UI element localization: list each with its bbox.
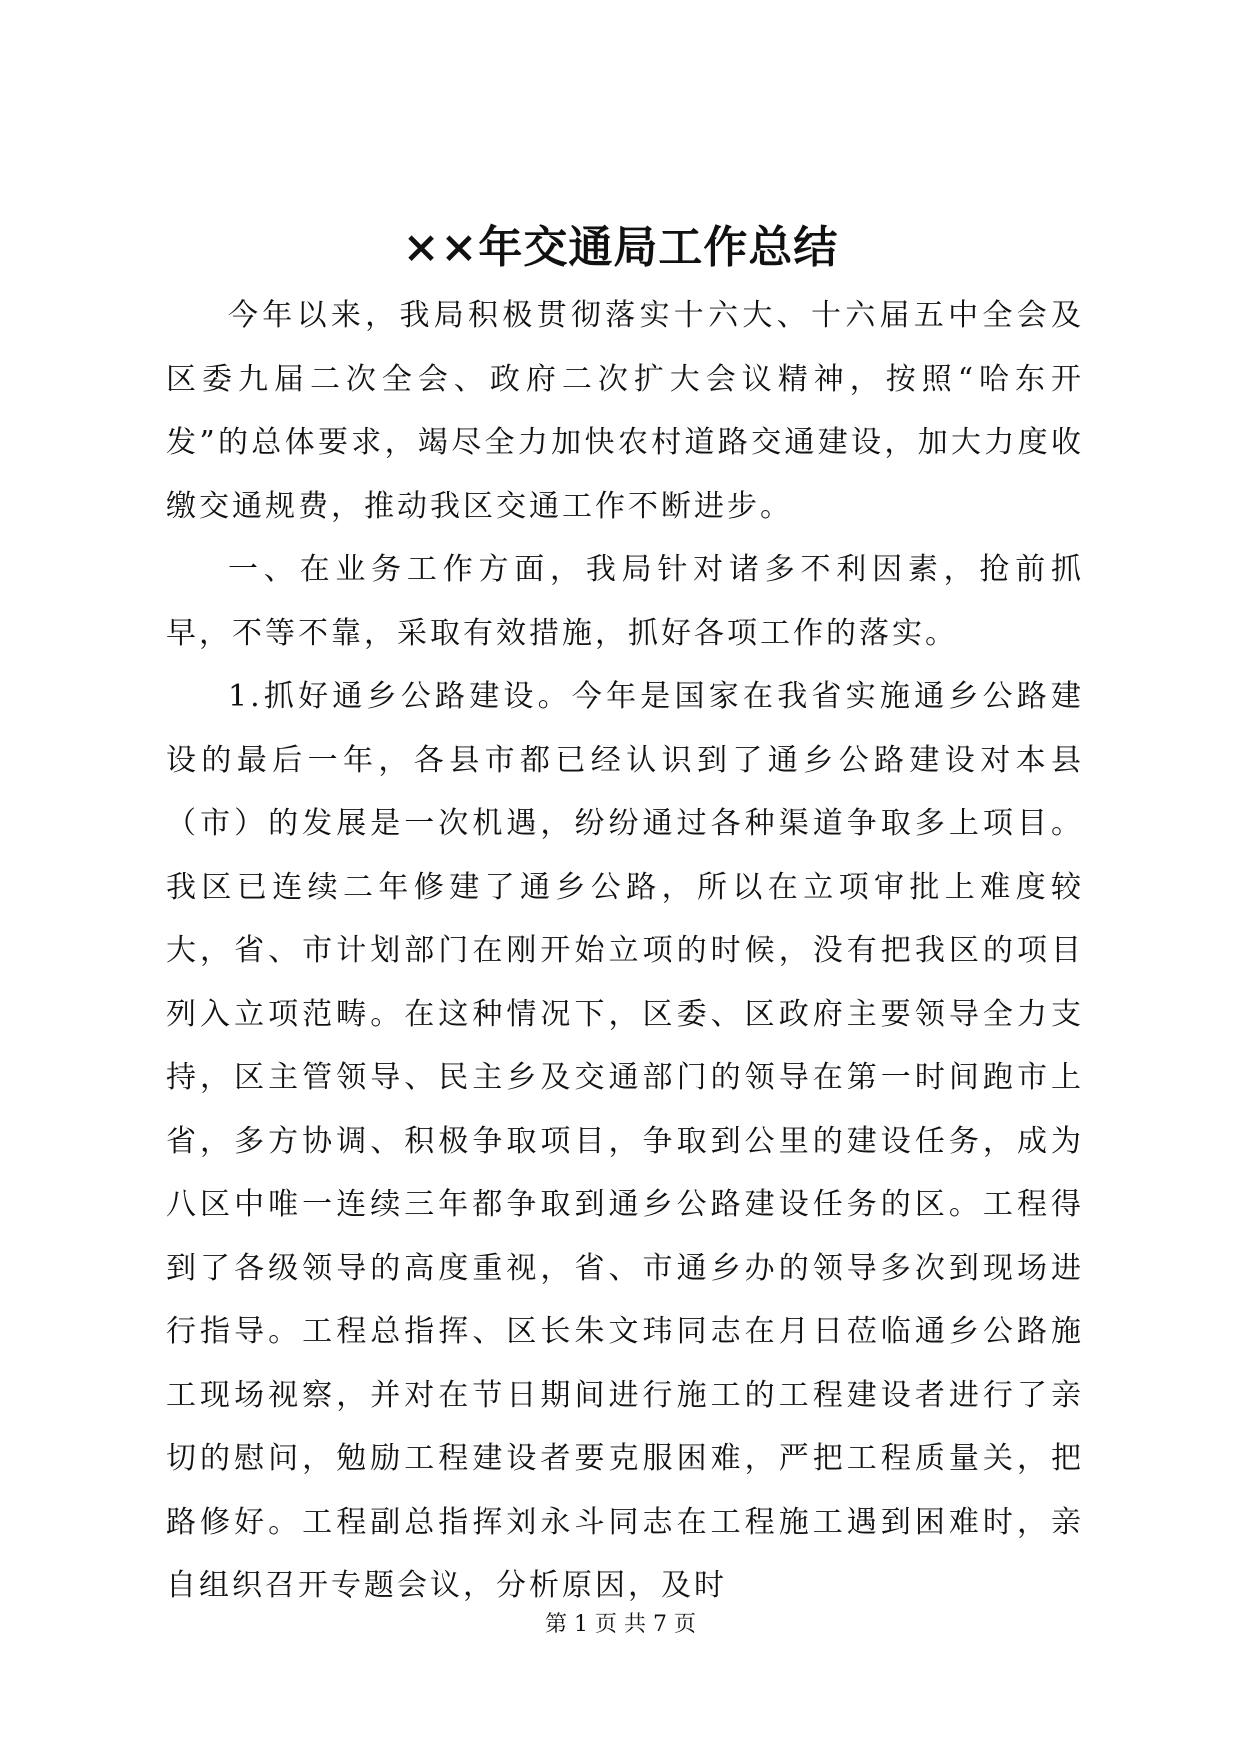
paragraph-item-one: 1.抓好通乡公路建设。今年是国家在我省实施通乡公路建设的最后一年，各县市都已经认识到了通乡公路建设对本县（市）的发展是一次机遇，纷纷通过各种渠道争取多上项目。我区已连续二年修建了通乡公路，所以在立项审批上难度较大，省、市计划部门在刚开始立项的时候，没有把我区的项目列入立项范畴。在这种情况下，区委、区政府主要领导全力支持，区主管领导、民主乡及交通部门的领导在第一时间跑市上省，多方协调、积极争取项目，争取到公里的建设任务，成为八区中唯一连续三年都争取到通乡公路建设任务的区。工程得到了各级领导的高度重视，省、市通乡办的领导多次到现场进行指导。工程总指挥、区长朱文玮同志在月日莅临通乡公路施工现场视察，并对在节日期间进行施工的工程建设者进行了亲切的慰问，勉励工程建设者要克服困难，严把工程质量关，把路修好。工程副总指挥刘永斗同志在工程施工遇到困难时，亲自组织召开专题会议，分析原因，及时	[166, 679, 1084, 1603]
page-number-label: 第 1 页 共 7 页	[545, 1612, 696, 1637]
paragraph-section-one: 一、在业务工作方面，我局针对诸多不利因素，抢前抓早，不等不靠，采取有效措施，抓好各项工作的落实。	[166, 552, 1084, 651]
paragraph-intro: 今年以来，我局积极贯彻落实十六大、十六届五中全会及区委九届二次全会、政府二次扩大会议精神，按照“哈东开发”的总体要求，竭尽全力加快农村道路交通建设，加大力度收缴交通规费，推动我区交通工作不断进步。	[166, 298, 1084, 524]
page-footer	[0, 1610, 1241, 1640]
document-body	[166, 284, 1084, 1618]
document-title: ××年交通局工作总结	[402, 222, 839, 273]
